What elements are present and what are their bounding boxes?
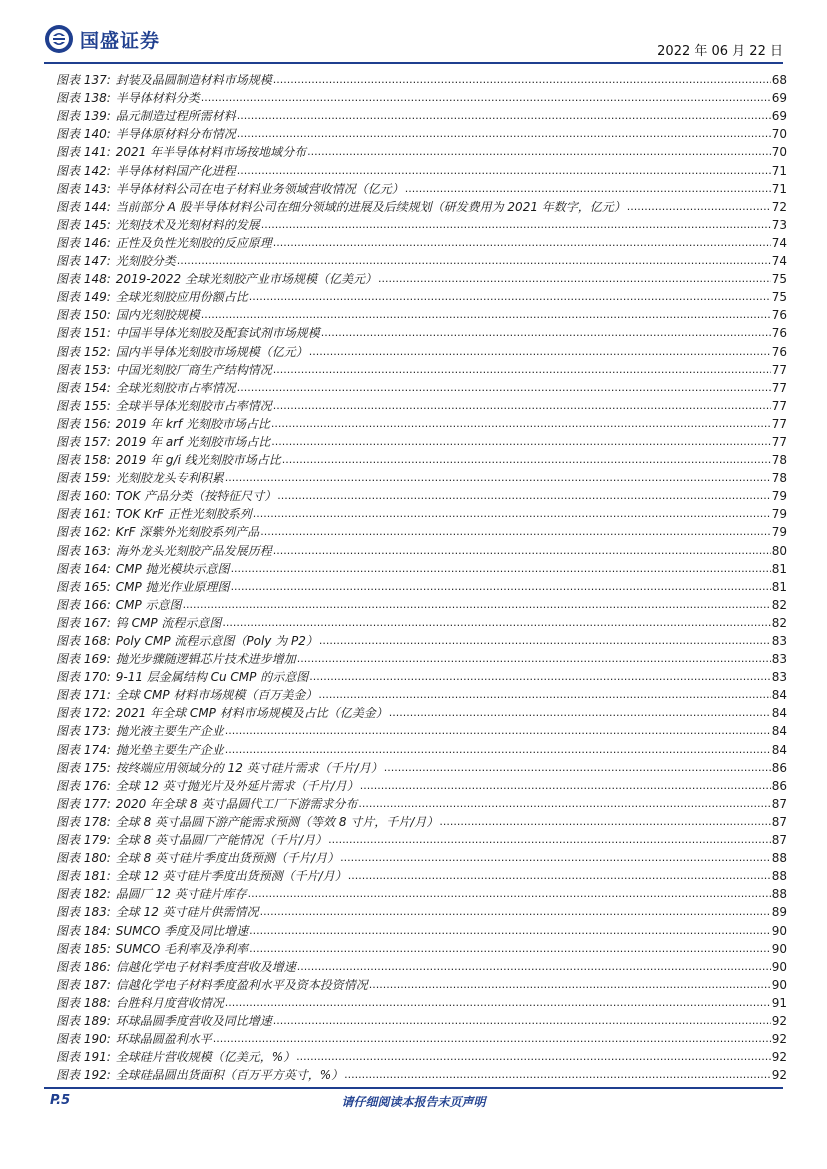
toc-entry-title: 信越化学电子材料季度盈利水平及资本投资情况	[115, 977, 368, 992]
toc-entry-label: 图表 162:	[56, 525, 111, 540]
toc-entry-title: 全球 12 英寸硅片供需情况	[115, 905, 259, 920]
toc-entry[interactable]	[56, 106, 787, 124]
toc-entry[interactable]	[56, 179, 787, 197]
toc-entry[interactable]	[56, 378, 787, 396]
toc-entry-label: 图表 155:	[56, 398, 111, 413]
toc-entry-title: 全球光刻胶市占率情况	[115, 380, 236, 395]
toc-entry-label: 图表 172:	[56, 706, 111, 721]
toc-entry-page: 77	[771, 362, 787, 377]
toc-entry[interactable]	[56, 776, 787, 794]
toc-entry[interactable]	[56, 920, 787, 938]
toc-leader-dots	[369, 977, 771, 993]
toc-entry-label: 图表 145:	[56, 217, 111, 232]
toc-entry-title: KrF 深紫外光刻胶系列产品	[115, 525, 260, 540]
toc-leader-dots	[261, 217, 771, 233]
toc-entry-page: 70	[771, 127, 787, 142]
toc-entry-page: 71	[771, 181, 787, 196]
toc-entry-page: 84	[771, 742, 787, 757]
toc-entry-title: 光刻技术及光刻材料的发展	[115, 217, 260, 232]
toc-entry[interactable]	[56, 848, 787, 866]
toc-entry-page: 87	[771, 796, 787, 811]
toc-entry[interactable]	[56, 70, 787, 88]
toc-entry-page: 74	[771, 254, 787, 269]
toc-entry-title: 抛光垫主要生产企业	[115, 742, 224, 757]
toc-entry-title: 全球光刻胶应用份额占比	[115, 290, 248, 305]
toc-leader-dots	[319, 633, 771, 649]
toc-leader-dots	[271, 434, 770, 450]
toc-entry-label: 图表 168:	[56, 634, 111, 648]
toc-entry-label: 图表 187:	[56, 977, 111, 992]
toc-entry-title: 全球 12 英寸硅片季度出货预测（千片/月）	[115, 869, 347, 884]
toc-entry-title: 9-11 层金属结构 Cu CMP 的示意图	[115, 670, 309, 685]
toc-entry-title: 抛光步骤随逻辑芯片技术进步增加	[115, 652, 296, 667]
toc-entry[interactable]	[56, 323, 787, 341]
toc-entry-title: 晶元制造过程所需材料	[115, 109, 236, 124]
toc-entry-page: 90	[771, 923, 787, 938]
toc-entry-page: 88	[771, 887, 787, 902]
toc-leader-dots	[260, 904, 771, 920]
toc-leader-dots	[225, 723, 771, 739]
toc-entry-page: 84	[771, 706, 787, 721]
toc-entry-label: 图表 183:	[56, 905, 111, 920]
toc-entry[interactable]	[56, 902, 787, 920]
toc-entry[interactable]	[56, 251, 787, 269]
toc-entry[interactable]	[56, 812, 787, 830]
toc-entry[interactable]	[56, 504, 787, 522]
toc-entry[interactable]	[56, 830, 787, 848]
toc-entry-page: 76	[771, 308, 787, 323]
logo-text: 国盛证券	[80, 29, 161, 52]
toc-leader-dots	[340, 850, 771, 866]
toc-entry-title: Poly CMP 流程示意图（Poly 为 P2）	[115, 634, 318, 648]
toc-leader-dots	[225, 995, 771, 1011]
toc-entry-label: 图表 138:	[56, 91, 111, 106]
toc-entry-label: 图表 144:	[56, 199, 111, 214]
toc-entry-label: 图表 188:	[56, 995, 111, 1010]
toc-entry-title: 全球 CMP 材料市场规模（百万美金）	[115, 688, 318, 703]
toc-entry-title: CMP 抛光模块示意图	[115, 561, 230, 576]
toc-entry-page: 92	[771, 1068, 787, 1083]
toc-entry-page: 77	[771, 380, 787, 395]
toc-entry-label: 图表 174:	[56, 742, 111, 757]
toc-entry-label: 图表 177:	[56, 796, 111, 811]
toc-entry-title: 2020 年全球 8 英寸晶圆代工厂下游需求分布	[115, 796, 358, 811]
toc-entry-title: 光刻胶龙头专利积累	[115, 471, 224, 486]
toc-entry-label: 图表 147:	[56, 254, 111, 269]
toc-leader-dots	[282, 452, 771, 468]
toc-entry-title: 信越化学电子材料季度营收及增速	[115, 959, 296, 974]
toc-leader-dots	[253, 506, 771, 522]
toc-entry-title: TOK KrF 正性光刻胶系列	[115, 507, 252, 522]
toc-entry-label: 图表 184:	[56, 923, 111, 938]
toc-entry[interactable]	[56, 649, 787, 667]
toc-entry-label: 图表 165:	[56, 579, 111, 594]
toc-entry-page: 71	[771, 163, 787, 178]
toc-leader-dots	[249, 923, 771, 939]
toc-entry-label: 图表 140:	[56, 127, 111, 142]
toc-leader-dots	[318, 687, 770, 703]
toc-entry[interactable]	[56, 1047, 787, 1065]
toc-entry-page: 83	[771, 652, 787, 667]
toc-leader-dots	[439, 814, 770, 830]
toc-leader-dots	[273, 543, 771, 559]
toc-entry-label: 图表 161:	[56, 507, 111, 522]
toc-entry-page: 87	[771, 814, 787, 829]
toc-entry-title: 全球 8 英寸硅片季度出货预测（千片/月）	[115, 851, 340, 866]
toc-leader-dots	[273, 398, 771, 414]
toc-leader-dots	[177, 253, 771, 269]
toc-entry-page: 91	[771, 995, 787, 1010]
toc-entry-title: 半导体原材料分布情况	[115, 127, 236, 142]
toc-entry[interactable]	[56, 866, 787, 884]
toc-entry-page: 86	[771, 778, 787, 793]
toc-entry[interactable]	[56, 450, 787, 468]
toc-entry-page: 82	[771, 615, 787, 630]
toc-entry-title: 中国光刻胶厂商生产结构情况	[115, 362, 272, 377]
toc-entry[interactable]	[56, 613, 787, 631]
toc-entry-page: 90	[771, 941, 787, 956]
toc-entry-title: 半导体材料分类	[115, 91, 200, 106]
toc-entry-label: 图表 151:	[56, 326, 111, 341]
toc-entry-label: 图表 159:	[56, 471, 111, 486]
toc-entry-title: 全球 8 英寸晶圆下游产能需求预测（等效 8 寸片，千片/月）	[115, 814, 439, 829]
toc-entry-label: 图表 153:	[56, 362, 111, 377]
toc-entry[interactable]	[56, 396, 787, 414]
toc-leader-dots	[309, 669, 771, 685]
toc-entry-page: 81	[771, 579, 787, 594]
toc-entry-title: 2021 年全球 CMP 材料市场规模及占比（亿美金）	[115, 706, 388, 721]
toc-entry-page: 75	[771, 290, 787, 305]
toc-entry-label: 图表 164:	[56, 561, 111, 576]
toc-entry-page: 68	[771, 73, 787, 88]
toc-entry-page: 77	[771, 416, 787, 431]
toc-entry-title: 抛光液主要生产企业	[115, 724, 224, 739]
page-header	[0, 0, 827, 70]
toc-entry[interactable]	[56, 559, 787, 577]
toc-leader-dots	[309, 344, 771, 360]
report-date: 2022 年 06 月 22 日	[657, 44, 783, 59]
toc-entry[interactable]	[56, 124, 787, 142]
toc-entry-title: 封装及晶圆制造材料市场规模	[115, 73, 272, 88]
toc-leader-dots	[260, 524, 770, 540]
toc-entry-title: SUMCO 季度及同比增速	[115, 923, 249, 938]
toc-entry-label: 图表 176:	[56, 778, 111, 793]
toc-entry-title: 全球硅片营收规模（亿美元，%）	[115, 1050, 296, 1065]
toc-entry-title: 2019 年 g/i 线光刻胶市场占比	[115, 453, 281, 468]
toc-entry-page: 76	[771, 344, 787, 359]
toc-leader-dots	[225, 470, 771, 486]
toc-entry[interactable]	[56, 703, 787, 721]
toc-entry-page: 79	[771, 525, 787, 540]
toc-leader-dots	[271, 416, 771, 432]
toc-entry-label: 图表 182:	[56, 887, 111, 902]
toc-entry[interactable]	[56, 631, 787, 649]
toc-entry-page: 70	[771, 145, 787, 160]
toc-entry-label: 图表 139:	[56, 109, 111, 124]
toc-entry[interactable]	[56, 305, 787, 323]
toc-entry-title: 钨 CMP 流程示意图	[115, 615, 222, 630]
toc-entry-page: 74	[771, 235, 787, 250]
toc-leader-dots	[201, 90, 771, 106]
toc-entry-label: 图表 160:	[56, 489, 111, 504]
toc-entry-title: 2019 年 arf 光刻胶市场占比	[115, 434, 271, 449]
toc-entry-label: 图表 181:	[56, 869, 111, 884]
toc-entry-label: 图表 152:	[56, 344, 111, 359]
toc-entry-page: 82	[771, 597, 787, 612]
toc-entry-page: 83	[771, 670, 787, 685]
toc-entry-title: 海外龙头光刻胶产品发展历程	[115, 543, 272, 558]
toc-entry[interactable]	[56, 685, 787, 703]
toc-leader-dots	[273, 1013, 771, 1029]
toc-entry[interactable]	[56, 432, 787, 450]
toc-entry-label: 图表 186:	[56, 959, 111, 974]
toc-entry-label: 图表 185:	[56, 941, 111, 956]
toc-entry[interactable]	[56, 468, 787, 486]
toc-entry-title: CMP 示意图	[115, 597, 182, 612]
company-logo	[44, 24, 160, 54]
toc-entry-label: 图表 169:	[56, 652, 111, 667]
toc-entry-page: 77	[771, 398, 787, 413]
toc-leader-dots	[249, 941, 771, 957]
toc-entry-title: 半导体材料公司在电子材料业务领域营收情况（亿元）	[115, 181, 404, 196]
guosheng-logo-icon	[44, 24, 74, 54]
toc-leader-dots	[360, 778, 771, 794]
toc-entry-title: 国内半导体光刻胶市场规模（亿元）	[115, 344, 308, 359]
toc-entry-label: 图表 143:	[56, 181, 111, 196]
toc-entry-page: 69	[771, 109, 787, 124]
toc-entry[interactable]	[56, 414, 787, 432]
toc-leader-dots	[231, 561, 771, 577]
toc-entry[interactable]	[56, 957, 787, 975]
toc-leader-dots	[237, 380, 771, 396]
toc-leader-dots	[296, 1049, 771, 1065]
toc-leader-dots	[273, 235, 771, 251]
toc-entry-title: 正性及负性光刻胶的反应原理	[115, 235, 272, 250]
toc-entry[interactable]	[56, 1011, 787, 1029]
toc-entry[interactable]	[56, 142, 787, 160]
toc-entry-page: 92	[771, 1013, 787, 1028]
toc-entry-label: 图表 154:	[56, 380, 111, 395]
toc-leader-dots	[231, 579, 771, 595]
toc-leader-dots	[321, 325, 771, 341]
toc-entry-label: 图表 192:	[56, 1068, 111, 1083]
toc-entry[interactable]	[56, 993, 787, 1011]
toc-leader-dots	[384, 760, 771, 776]
toc-entry-page: 77	[771, 434, 787, 449]
toc-entry-page: 78	[771, 453, 787, 468]
toc-leader-dots	[277, 488, 770, 504]
toc-entry-page: 87	[771, 833, 787, 848]
toc-entry-label: 图表 156:	[56, 416, 111, 431]
toc-leader-dots	[307, 144, 771, 160]
toc-leader-dots	[297, 651, 771, 667]
toc-entry-page: 73	[771, 217, 787, 232]
toc-leader-dots	[328, 832, 771, 848]
toc-entry-label: 图表 167:	[56, 615, 111, 630]
toc-entry-label: 图表 163:	[56, 543, 111, 558]
toc-entry-label: 图表 191:	[56, 1050, 111, 1065]
toc-leader-dots	[389, 705, 771, 721]
toc-entry-page: 78	[771, 471, 787, 486]
toc-leader-dots	[237, 108, 771, 124]
toc-entry-title: 环球晶圆季度营收及同比增速	[115, 1013, 272, 1028]
toc-entry-title: 台胜科月度营收情况	[115, 995, 224, 1010]
toc-entry[interactable]	[56, 794, 787, 812]
toc-entry-title: TOK 产品分类（按特征尺寸）	[115, 489, 277, 504]
toc-entry[interactable]	[56, 160, 787, 178]
toc-entry-label: 图表 175:	[56, 760, 111, 775]
toc-leader-dots	[344, 1067, 771, 1083]
toc-entry-title: 国内光刻胶规模	[115, 308, 200, 323]
toc-entry-title: 2019-2022 全球光刻胶产业市场规模（亿美元）	[115, 272, 377, 287]
toc-entry[interactable]	[56, 721, 787, 739]
toc-entry-page: 69	[771, 91, 787, 106]
toc-entry-page: 89	[771, 905, 787, 920]
toc-entry-page: 79	[771, 507, 787, 522]
toc-entry-title: 中国半导体光刻胶及配套试剂市场规模	[115, 326, 320, 341]
toc-entry-page: 88	[771, 851, 787, 866]
toc-entry-label: 图表 157:	[56, 434, 111, 449]
toc-entry-page: 92	[771, 1050, 787, 1065]
toc-entry[interactable]	[56, 287, 787, 305]
toc-entry-label: 图表 190:	[56, 1032, 111, 1047]
toc-leader-dots	[273, 362, 771, 378]
toc-entry-label: 图表 146:	[56, 235, 111, 250]
toc-leader-dots	[201, 307, 771, 323]
toc-leader-dots	[237, 126, 771, 142]
toc-entry-page: 92	[771, 1032, 787, 1047]
toc-entry-title: SUMCO 毛利率及净利率	[115, 941, 249, 956]
toc-entry-title: 全球 8 英寸晶圆厂产能情况（千片/月）	[115, 833, 328, 848]
toc-leader-dots	[405, 181, 771, 197]
toc-entry-page: 90	[771, 977, 787, 992]
toc-entry-page: 76	[771, 326, 787, 341]
toc-entry-label: 图表 158:	[56, 453, 111, 468]
toc-leader-dots	[213, 1031, 771, 1047]
toc-entry[interactable]	[56, 233, 787, 251]
toc-leader-dots	[358, 796, 770, 812]
toc-entry-title: 2019 年 krf 光刻胶市场占比	[115, 416, 270, 431]
toc-entry-label: 图表 173:	[56, 724, 111, 739]
toc-entry-page: 84	[771, 724, 787, 739]
toc-entry-title: 晶圆厂 12 英寸硅片库存	[115, 887, 247, 902]
toc-leader-dots	[248, 886, 771, 902]
toc-leader-dots	[222, 615, 770, 631]
page-number: P.5	[50, 1093, 71, 1108]
footer-divider	[44, 1087, 783, 1089]
toc-entry-label: 图表 137:	[56, 73, 111, 88]
toc-entry[interactable]	[56, 215, 787, 233]
toc-entry[interactable]	[56, 884, 787, 902]
toc-entry-page: 83	[771, 634, 787, 648]
toc-entry[interactable]	[56, 269, 787, 287]
toc-entry-page: 84	[771, 688, 787, 703]
toc-entry[interactable]	[56, 197, 787, 215]
disclaimer-note: 请仔细阅读本报告末页声明	[341, 1095, 486, 1109]
toc-entry-label: 图表 189:	[56, 1013, 111, 1028]
toc-leader-dots	[297, 959, 771, 975]
toc-entry-title: 当前部分 A 股半导体材料公司在细分领域的进展及后续规划（研发费用为 2021 年数字，亿元）	[115, 199, 626, 214]
header-divider	[44, 62, 783, 64]
toc-entry-title: CMP 抛光作业原理图	[115, 579, 230, 594]
toc-entry-label: 图表 148:	[56, 272, 111, 287]
toc-entry-label: 图表 141:	[56, 145, 111, 160]
toc-entry-page: 79	[771, 489, 787, 504]
toc-entry-title: 全球 12 英寸抛光片及外延片需求（千片/月）	[115, 778, 359, 793]
toc-entry-page: 88	[771, 869, 787, 884]
toc-entry-label: 图表 171:	[56, 688, 111, 703]
toc-entry-label: 图表 150:	[56, 308, 111, 323]
toc-entry-title: 全球半导体光刻胶市占率情况	[115, 398, 272, 413]
toc-leader-dots	[378, 271, 771, 287]
toc-entry[interactable]	[56, 595, 787, 613]
toc-entry-page: 75	[771, 272, 787, 287]
toc-entry[interactable]	[56, 88, 787, 106]
toc-entry[interactable]	[56, 975, 787, 993]
toc-entry[interactable]	[56, 522, 787, 540]
toc-entry-page: 72	[771, 199, 787, 214]
toc-entry-title: 2021 年半导体材料市场按地域分布	[115, 145, 307, 160]
toc-entry-label: 图表 142:	[56, 163, 111, 178]
toc-entry-label: 图表 179:	[56, 833, 111, 848]
toc-leader-dots	[348, 868, 771, 884]
toc-entry[interactable]	[56, 739, 787, 757]
toc-entry[interactable]	[56, 667, 787, 685]
toc-entry[interactable]	[56, 360, 787, 378]
toc-entry[interactable]	[56, 939, 787, 957]
toc-entry-label: 图表 178:	[56, 814, 111, 829]
toc-entry-title: 光刻胶分类	[115, 254, 176, 269]
toc-entry[interactable]	[56, 577, 787, 595]
toc-entry-title: 按终端应用领域分的 12 英寸硅片需求（千片/月）	[115, 760, 383, 775]
toc-entry[interactable]	[56, 1065, 787, 1083]
toc-entry[interactable]	[56, 758, 787, 776]
toc-entry-page: 80	[771, 543, 787, 558]
toc-entry-title: 全球硅晶圆出货面积（百万平方英寸，%）	[115, 1068, 344, 1083]
toc-leader-dots	[225, 742, 771, 758]
toc-entry-title: 环球晶圆盈利水平	[115, 1032, 212, 1047]
toc-entry-label: 图表 166:	[56, 597, 111, 612]
toc-leader-dots	[273, 72, 771, 88]
toc-entry-page: 86	[771, 760, 787, 775]
toc-entry-label: 图表 149:	[56, 290, 111, 305]
toc-entry[interactable]	[56, 486, 787, 504]
toc-entry-label: 图表 170:	[56, 670, 111, 685]
toc-leader-dots	[237, 163, 771, 179]
toc-entry-label: 图表 180:	[56, 851, 111, 866]
toc-entry[interactable]	[56, 341, 787, 359]
toc-leader-dots	[183, 597, 771, 613]
toc-entry-page: 81	[771, 561, 787, 576]
figure-index-list	[56, 70, 787, 1083]
toc-entry[interactable]	[56, 1029, 787, 1047]
toc-leader-dots	[249, 289, 771, 305]
toc-leader-dots	[627, 199, 771, 215]
toc-entry-title: 半导体材料国产化进程	[115, 163, 236, 178]
toc-entry-page: 90	[771, 959, 787, 974]
toc-entry[interactable]	[56, 540, 787, 558]
